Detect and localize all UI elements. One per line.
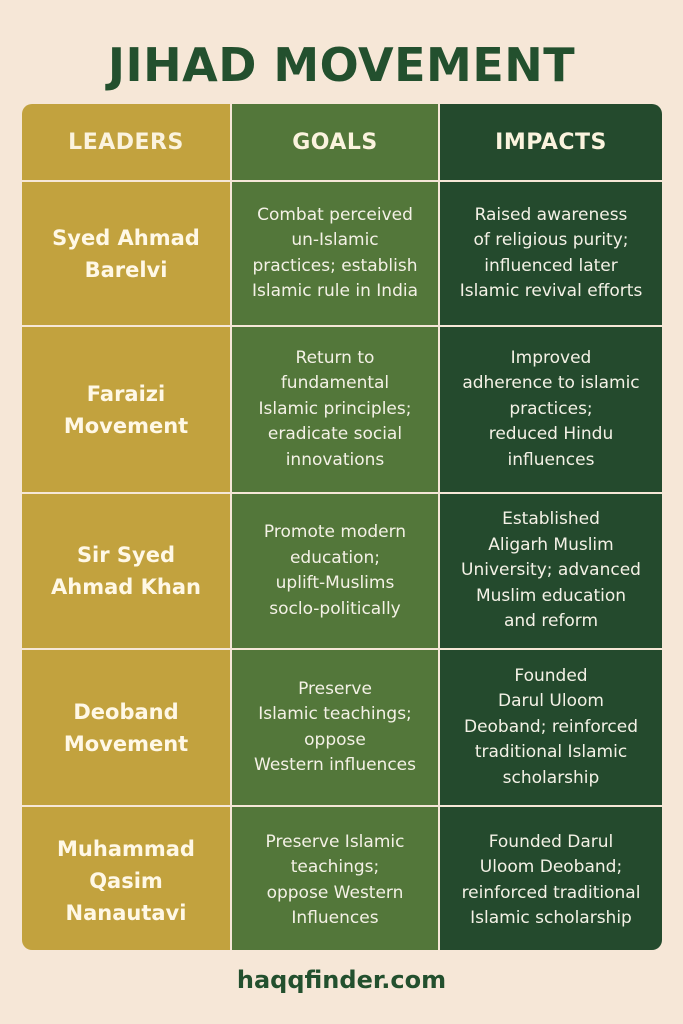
goal-cell: Preserve Islamic teachings; oppose Western influences [232, 650, 438, 805]
goal-cell: Promote modern education; uplift-Muslims soclo-politically [232, 494, 438, 648]
impact-cell: Raised awareness of religious purity; influenced later Islamic revival efforts [440, 182, 662, 325]
leader-cell: Muhammad Qasim Nanautavi [22, 807, 230, 950]
site-url: haqqfinder.com [236, 966, 447, 994]
impact-cell: Founded Darul Uloom Deoband; reinforced traditional Islamic scholarship [440, 807, 662, 950]
leader-cell: Faraizi Movement [22, 327, 230, 492]
impact-cell: Established Aligarh Muslim University; advanced Muslim education and reform [440, 494, 662, 648]
impact-cell: Improved adherence to islamic practices; reduced Hindu influences [440, 327, 662, 492]
goal-cell: Combat perceived un-Islamic practices; establish Islamic rule in India [232, 182, 438, 325]
leader-cell: Deoband Movement [22, 650, 230, 805]
leader-cell: Sir Syed Ahmad Khan [22, 494, 230, 648]
page-title: JIHAD MOVEMENT [107, 38, 576, 92]
leader-cell: Syed Ahmad Barelvi [22, 182, 230, 325]
movement-table [22, 104, 662, 950]
header-leaders: LEADERS [22, 104, 230, 180]
goal-cell: Return to fundamental Islamic principles; eradicate social innovations [232, 327, 438, 492]
header-goals: GOALS [232, 104, 438, 180]
goal-cell: Preserve Islamic teachings; oppose Western Influences [232, 807, 438, 950]
header-impacts: IMPACTS [440, 104, 662, 180]
impact-cell: Founded Darul Uloom Deoband; reinforced traditional Islamic scholarship [440, 650, 662, 805]
